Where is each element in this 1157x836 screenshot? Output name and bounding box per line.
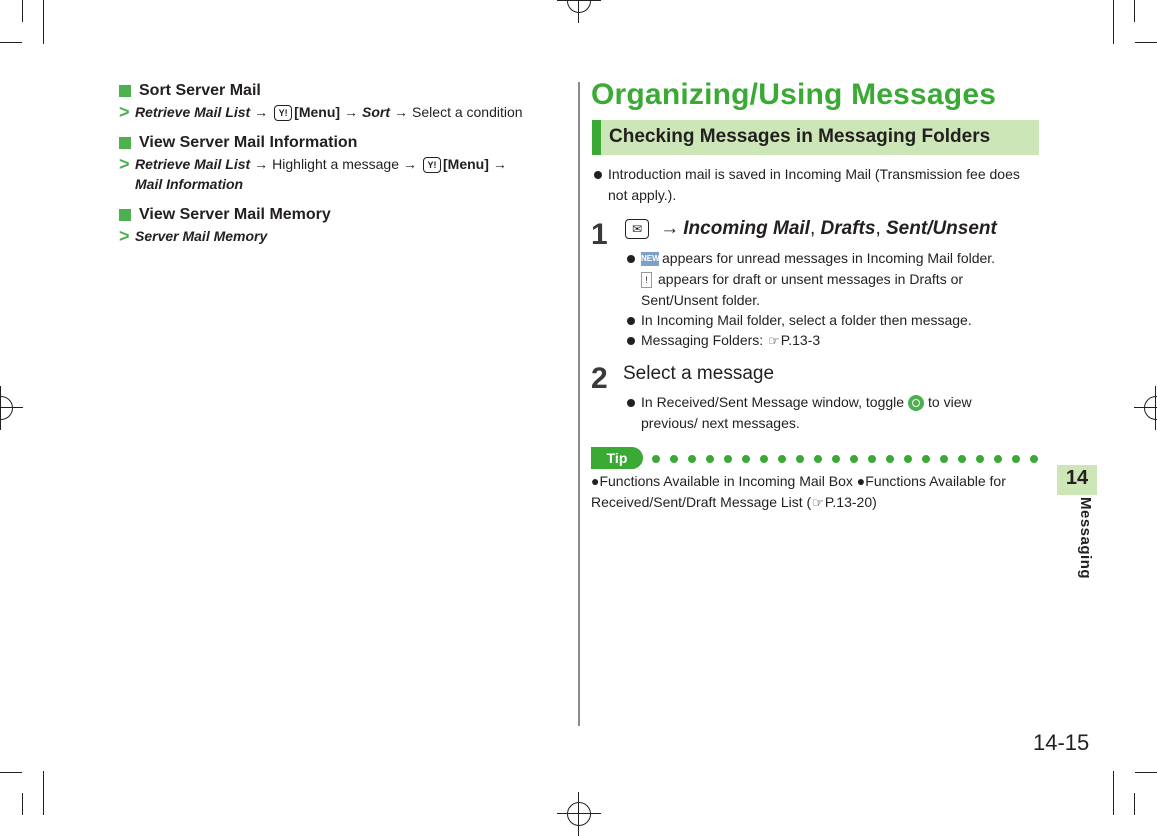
crop-mark: [43, 771, 44, 815]
step-bullet: In Incoming Mail folder, select a folder then message.: [627, 310, 1032, 331]
bullet-dot-icon: [594, 171, 602, 179]
bullet-dot-icon: [627, 317, 635, 325]
square-bullet-icon: [119, 85, 131, 97]
bullet-dot-icon: ●: [591, 473, 600, 489]
crop-mark: [1135, 772, 1157, 773]
operation-line: > Retrieve Mail List → Y! [Menu] → Sort → Select a condition: [119, 102, 523, 122]
chapter-label: Messaging: [1077, 497, 1094, 580]
unsent-mail-icon: !: [641, 272, 652, 288]
crop-mark: [1134, 793, 1135, 815]
column-divider: [578, 82, 580, 726]
page-title: Organizing/Using Messages: [591, 78, 997, 111]
section-heading: View Server Mail Information: [119, 132, 539, 154]
heading-accent: [592, 120, 601, 155]
yahoo-key-icon: Y!: [423, 157, 441, 173]
step-bullet: In Received/Sent Message window, toggle to view previous/ next messages.: [627, 392, 1032, 434]
page-reference-icon: ☞: [768, 333, 780, 348]
caret-icon: >: [119, 154, 130, 174]
step-1-line: ✉ → Incoming Mail, Drafts, Sent/Unsent: [623, 218, 997, 240]
square-bullet-icon: [119, 209, 131, 221]
operation-line: > Retrieve Mail List → Highlight a message → Y! [Menu] → Mail Information: [119, 154, 507, 192]
step-number: 2: [591, 362, 608, 395]
operation-line: > Server Mail Memory: [119, 226, 268, 246]
yahoo-key-icon: Y!: [274, 105, 292, 121]
step-2-line: Select a message: [623, 363, 775, 384]
caret-icon: >: [119, 102, 130, 122]
bullet-dot-icon: ●: [856, 473, 866, 489]
left-column: [119, 80, 539, 256]
nav-key-icon: [908, 395, 924, 411]
tip-dotted-rule: [652, 455, 1042, 463]
registration-mark: [0, 386, 23, 430]
new-mail-icon: NEW: [641, 252, 659, 266]
registration-mark: [1134, 386, 1157, 430]
step-number: 1: [591, 218, 608, 251]
crop-mark: [22, 0, 23, 22]
chapter-number: 14: [1065, 467, 1089, 489]
bullet-dot-icon: [627, 255, 635, 263]
crop-mark: [43, 0, 44, 44]
page-number: 14-15: [1033, 730, 1090, 755]
page-reference-icon: ☞: [812, 495, 824, 510]
crop-mark: [1135, 42, 1157, 43]
section-heading: Sort Server Mail: [119, 80, 539, 102]
section-heading: View Server Mail Memory: [119, 204, 539, 226]
crop-mark: [1113, 771, 1114, 815]
section-heading-bar: Checking Messages in Messaging Folders: [592, 120, 1039, 155]
bullet-dot-icon: [627, 337, 635, 345]
step-bullet: NEW appears for unread messages in Incoming Mail folder. ! appears for draft or unsent messages in Drafts or Sent/Unsent folder.: [627, 248, 1032, 311]
mail-key-icon: ✉: [625, 219, 649, 239]
square-bullet-icon: [119, 137, 131, 149]
registration-mark: [557, 792, 601, 836]
intro-bullet: Introduction mail is saved in Incoming Mail (Transmission fee does not apply.).: [594, 164, 1034, 206]
bullet-dot-icon: [627, 399, 635, 407]
tip-badge: Tip: [591, 447, 643, 469]
crop-mark: [1113, 0, 1114, 44]
crop-mark: [1134, 0, 1135, 22]
crop-mark: [0, 42, 22, 43]
step-bullet: Messaging Folders: ☞P.13-3: [627, 330, 1032, 351]
crop-mark: [22, 793, 23, 815]
caret-icon: >: [119, 226, 130, 246]
tip-text: ●Functions Available in Incoming Mail Box ●Functions Available for Received/Sent/Draft Message List (☞P.13-20): [591, 473, 1006, 510]
registration-mark: [557, 0, 601, 23]
crop-mark: [0, 772, 22, 773]
